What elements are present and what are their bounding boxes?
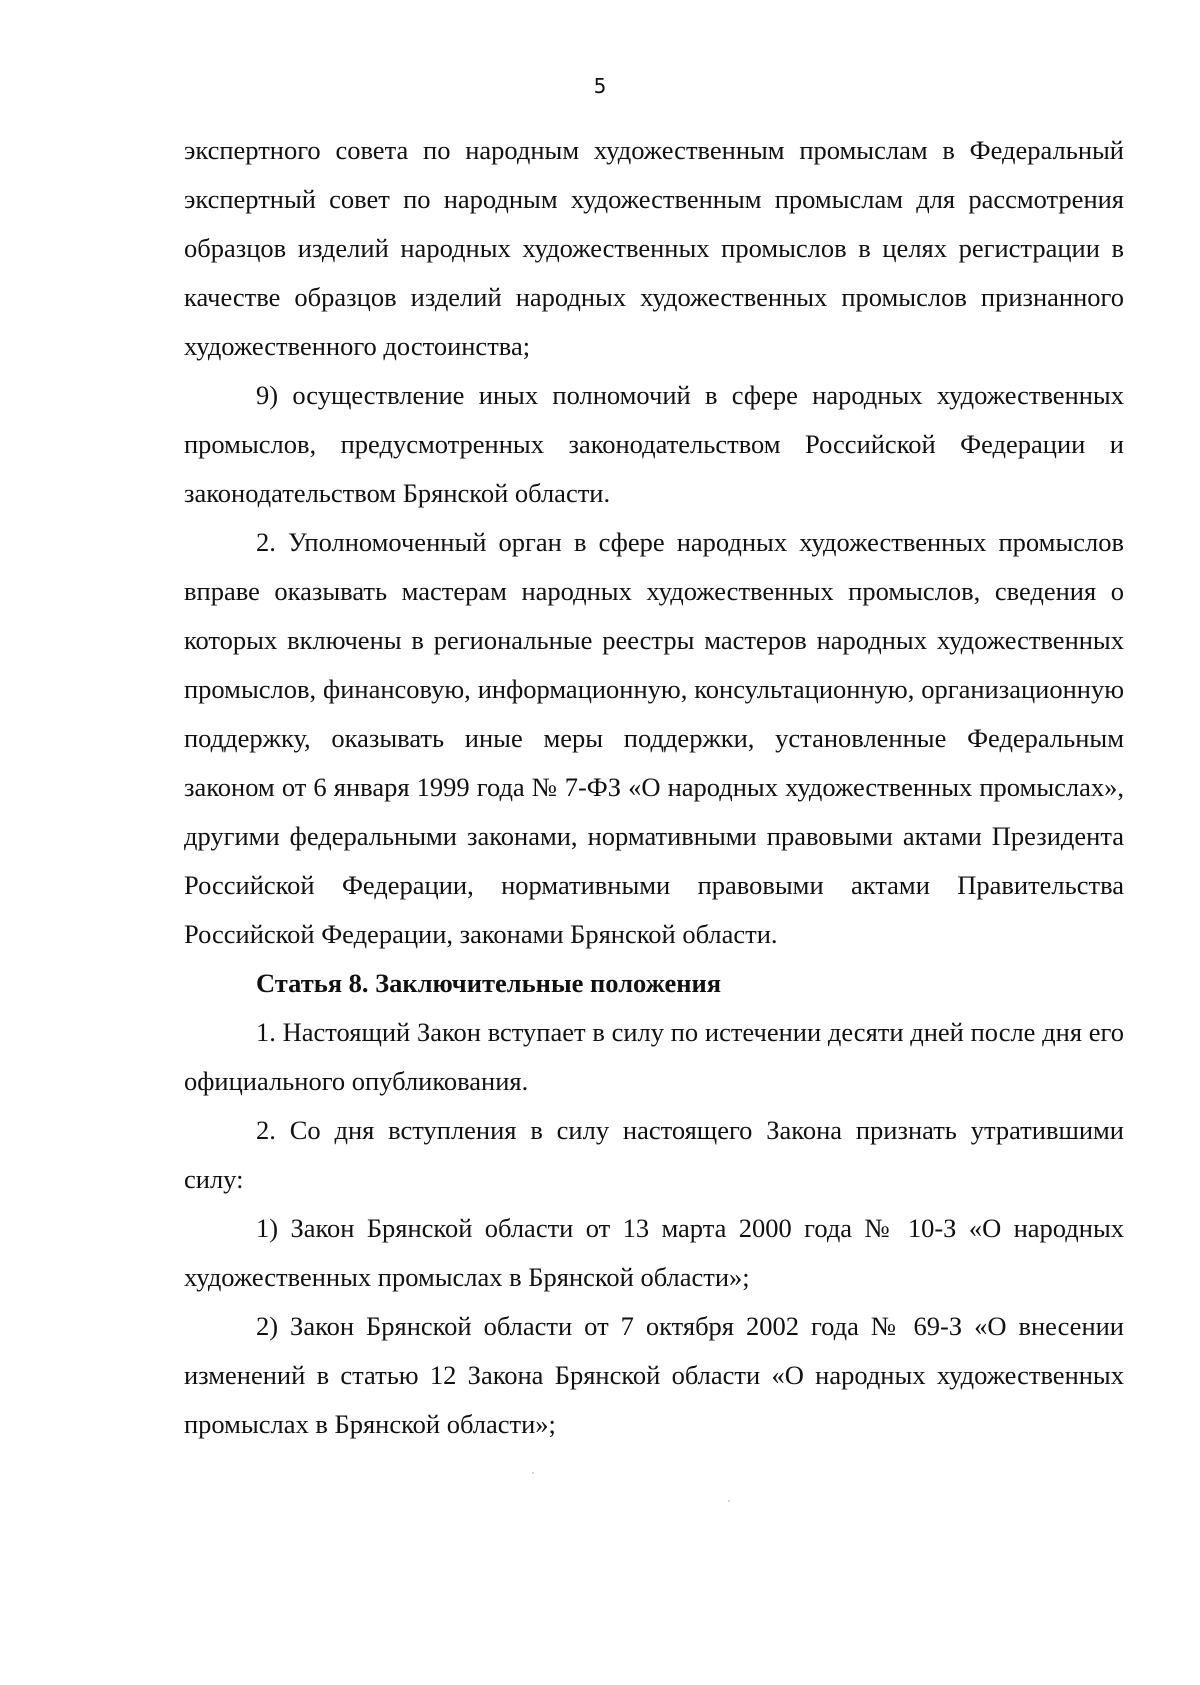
paragraph-item-9: 9) осуществление иных полномочий в сфере народных художественных промыслов, предусмотренных законодательством Российской Федерации и законодательством Брянской области. <box>184 380 1124 508</box>
scan-speck <box>532 1472 534 1474</box>
paragraph-entry-into-force: 1. Настоящий Закон вступает в силу по истечении десяти дней после дня его официального опубликования. <box>184 1017 1124 1096</box>
scan-speck <box>728 1500 730 1502</box>
paragraph-repealed-law-2: 2) Закон Брянской области от 7 октября 2002 года № 69-З «О внесении изменений в статью 12 Закона Брянской области «О народных художественных промыслах в Брянской области»; <box>184 1311 1124 1439</box>
paragraph-authorized-body-support: 2. Уполномоченный орган в сфере народных художественных промыслов вправе оказывать мастерам народных художественных промыслов, сведения о которых включены в региональные реестры мастеров народных художественных промыслов, финансовую, информационную, консультационную, организационную поддержку, оказывать иные меры поддержки, установленные Федеральным законом от 6 января 1999 года № 7-ФЗ «О народных художественных промыслах», другими федеральными законами, нормативными правовыми актами Президента Российской Федерации, нормативными правовыми актами Правительства Российской Федерации, законами Брянской области. <box>184 527 1124 949</box>
paragraph-repealed-law-1: 1) Закон Брянской области от 13 марта 2000 года № 10-З «О народных художественных промыслах в Брянской области»; <box>184 1213 1124 1292</box>
page-number: 5 <box>593 74 607 98</box>
article-8-heading: Статья 8. Заключительные положения <box>256 968 722 998</box>
paragraph-repeal-intro: 2. Со дня вступления в силу настоящего Закона признать утратившими силу: <box>184 1115 1124 1194</box>
document-body <box>184 126 1124 1449</box>
paragraph-expert-council-continuation: экспертного совета по народным художественным промыслам в Федеральный экспертный совет по народным художественным промыслам для рассмотрения образцов изделий народных художественных промыслов в целях регистрации в качестве образцов изделий народных художественных промыслов признанного художественного достоинства; <box>184 135 1124 361</box>
